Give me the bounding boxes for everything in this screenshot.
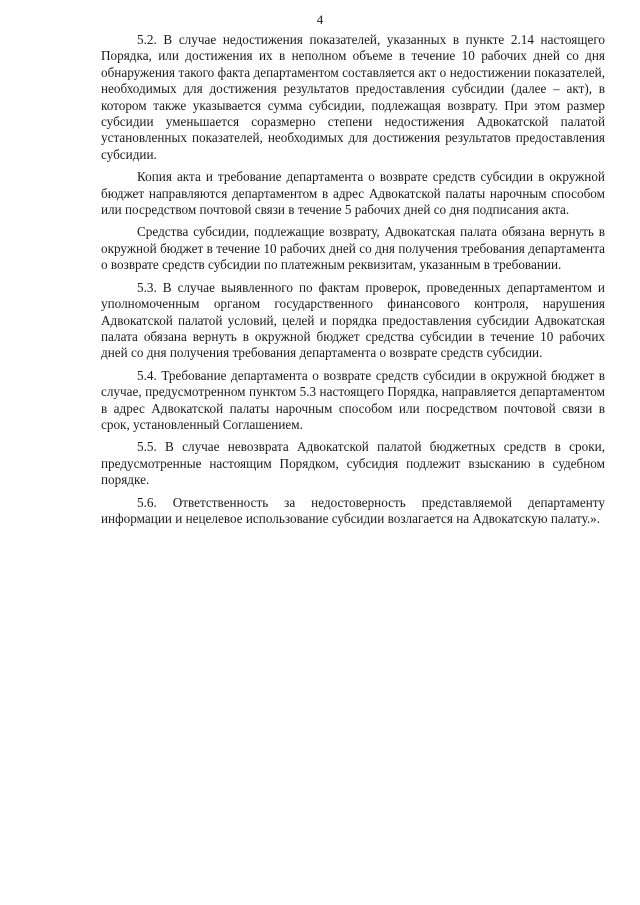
paragraph-5-5: 5.5. В случае невозврата Адвокатской палатой бюджетных средств в сроки, предусмотренные настоящим Порядком, субсидия подлежит взысканию в судебном порядке.	[101, 439, 605, 488]
paragraph-act-copy: Копия акта и требование департамента о возврате средств субсидии в окружной бюджет направляются департаментом в адрес Адвокатской палаты нарочным способом или посредством почтовой связи в течение 5 рабочих дней со дня подписания акта.	[101, 169, 605, 218]
paragraph-5-4: 5.4. Требование департамента о возврате средств субсидии в окружной бюджет в случае, предусмотренном пунктом 5.3 настоящего Порядка, направляется департаментом в адрес Адвокатской палаты нарочным способом или посредством почтовой связи в срок, установленный Соглашением.	[101, 367, 605, 432]
paragraph-5-3: 5.3. В случае выявленного по фактам проверок, проведенных департаментом и уполномоченным органом государственного финансового контроля, нарушения Адвокатской палатой условий, целей и порядка предоставления субсидии Адвокатская палата обязана вернуть в окружной бюджет средства субсидии в течение 10 рабочих дней со дня получения требования департамента о возврате средств субсидии.	[101, 279, 605, 361]
paragraph-refund-funds: Средства субсидии, подлежащие возврату, Адвокатская палата обязана вернуть в окружной бюджет в течение 10 рабочих дней со дня получения требования департамента о возврате средств субсидии по платежным реквизитам, указанным в требовании.	[101, 224, 605, 273]
document-body	[101, 32, 605, 533]
paragraph-5-2: 5.2. В случае недостижения показателей, указанных в пункте 2.14 настоящего Порядка, или достижения их в неполном объеме в течение 10 рабочих дней со дня обнаружения такого факта департаментом составляется акт о недостижении показателей, необходимых для достижения результатов предоставления субсидии (далее – акт), в котором также указывается сумма субсидии, подлежащая возврату. При этом размер субсидии уменьшается соразмерно степени недостижения Адвокатской палатой установленных показателей, необходимых для достижения результатов предоставления субсидии.	[101, 32, 605, 162]
paragraph-5-6: 5.6. Ответственность за недостоверность представляемой департаменту информации и нецелевое использование субсидии возлагается на Адвокатскую палату.».	[101, 494, 605, 526]
page-number: 4	[316, 12, 324, 27]
